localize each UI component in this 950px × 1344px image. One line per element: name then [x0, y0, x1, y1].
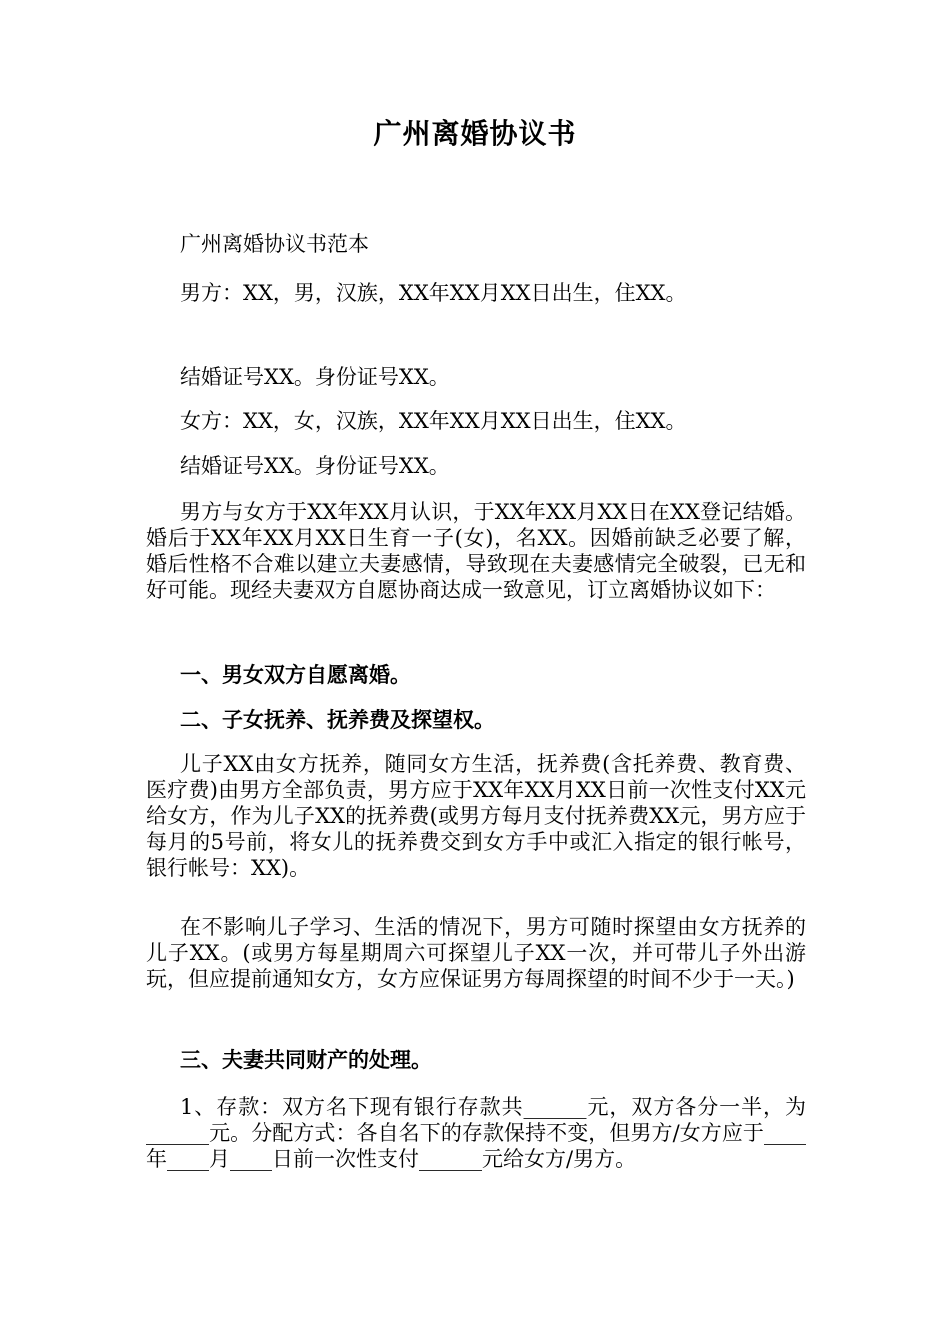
custody-paragraph — [146, 751, 806, 881]
paragraph: 儿子XX由女方抚养，随同女方生活，抚养费(含托养费、教育费、医疗费)由男方全部负责，男方应于XX年XX月XX日前一次性支付XX元给女方，作为儿子XX的抚养费(或男方每月支付抚养费XX元，男方应于每月的5号前，将女儿的抚养费交到女方手中或汇入指定的银行帐号，银行帐号：XX)。 — [146, 752, 806, 880]
section-heading-2 — [146, 707, 806, 733]
paragraph: 广州离婚协议书范本 — [180, 232, 369, 256]
section-heading: 三、夫妻共同财产的处理。 — [180, 1047, 432, 1072]
visitation-paragraph — [146, 914, 806, 992]
paragraph: 男方：XX，男，汉族，XX年XX月XX日出生，住XX。 — [180, 281, 687, 305]
paragraph: 男方与女方于XX年XX月认识，于XX年XX月XX日在XX登记结婚。婚后于XX年XX月XX日生育一子(女)，名XX。因婚前缺乏必要了解，婚后性格不合难以建立夫妻感情，导致现在夫妻感情完全破裂，已无和好可能。现经夫妻双方自愿协商达成一致意见，订立离婚协议如下： — [146, 500, 806, 602]
section-heading: 一、男女双方自愿离婚。 — [180, 662, 411, 687]
paragraph: 结婚证号XX。身份证号XX。 — [180, 365, 450, 389]
male-certificate-paragraph — [146, 364, 806, 390]
paragraph: 结婚证号XX。身份证号XX。 — [180, 454, 450, 478]
savings-paragraph — [146, 1094, 806, 1172]
paragraph: 1、存款：双方名下现有银行存款共______元，双方各分一半，为______元。分配方式：各自名下的存款保持不变，但男方/女方应于____年____月____日前一次性支付______元给女方/男方。 — [146, 1095, 806, 1171]
section-heading: 二、子女抚养、抚养费及探望权。 — [180, 707, 495, 732]
paragraph: 在不影响儿子学习、生活的情况下，男方可随时探望由女方抚养的儿子XX。(或男方每星期周六可探望儿子XX一次，并可带儿子外出游玩，但应提前通知女方，女方应保证男方每周探望的时间不少于一天。) — [146, 915, 806, 991]
paragraph: 女方：XX，女，汉族，XX年XX月XX日出生，住XX。 — [180, 409, 687, 433]
section-heading-3 — [146, 1047, 806, 1073]
female-certificate-paragraph — [146, 453, 806, 479]
section-heading-1 — [146, 662, 806, 688]
female-party-paragraph — [146, 408, 806, 434]
subtitle-paragraph — [146, 231, 806, 257]
document-title: 广州离婚协议书 — [373, 117, 577, 150]
marriage-history-paragraph — [146, 499, 806, 603]
male-party-paragraph — [146, 280, 806, 306]
